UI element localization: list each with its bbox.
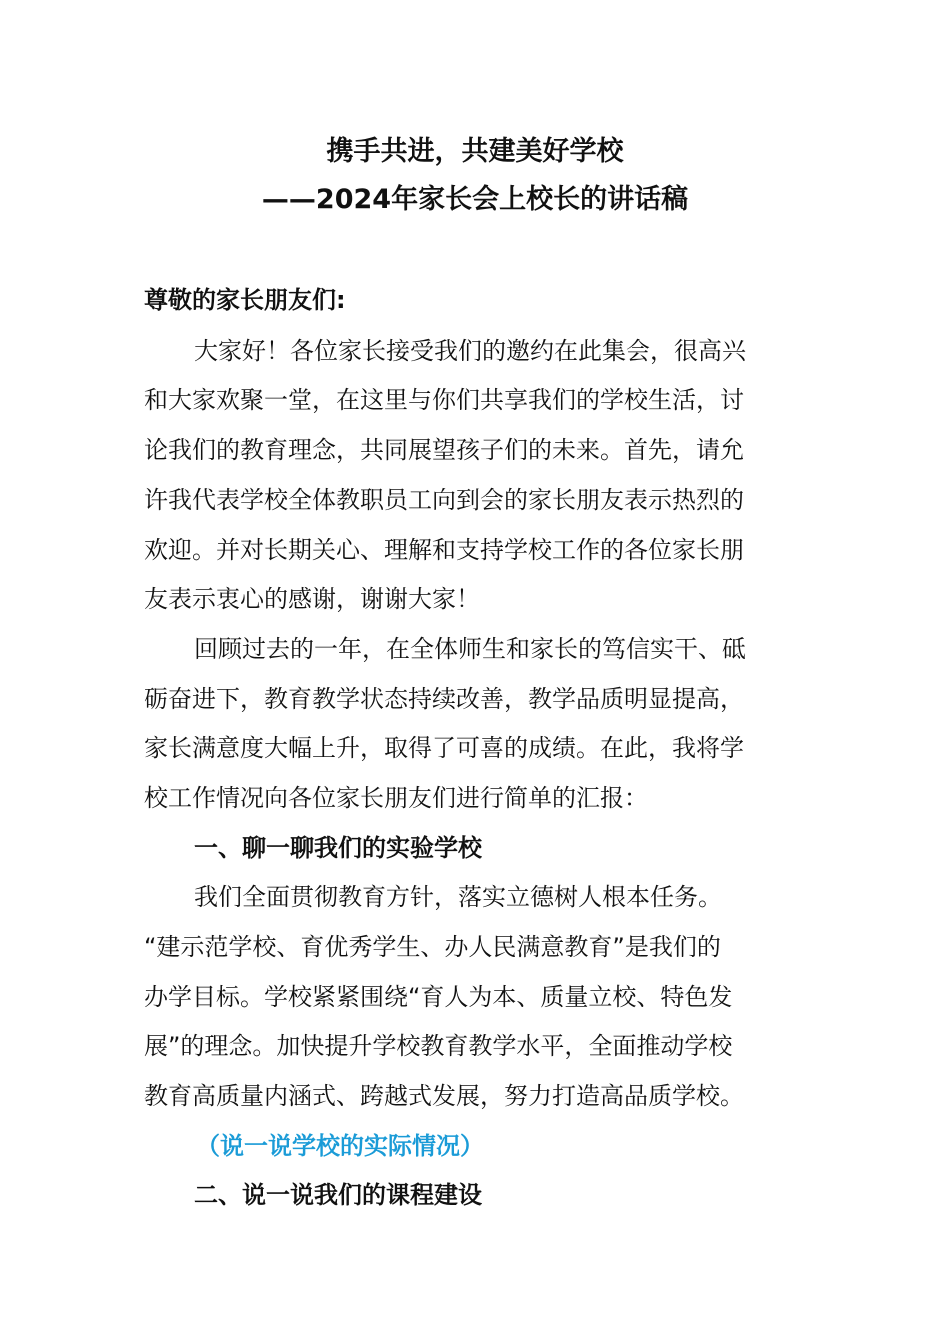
section-heading-2: 二、说一说我们的课程建设 bbox=[194, 1181, 482, 1209]
document-title: 携手共进，共建美好学校 bbox=[326, 136, 624, 167]
paragraph-line: 友表示衷心的感谢，谢谢大家！ bbox=[144, 585, 480, 613]
paragraph-line: 论我们的教育理念，共同展望孩子们的未来。首先，请允 bbox=[144, 436, 744, 464]
paragraph-line: “建示范学校、育优秀学生、办人民满意教育”是我们的 bbox=[144, 933, 721, 961]
paragraph-line: 校工作情况向各位家长朋友们进行简单的汇报： bbox=[144, 784, 648, 812]
paragraph-line: 欢迎。并对长期关心、理解和支持学校工作的各位家长朋 bbox=[144, 536, 744, 564]
paragraph-line: 和大家欢聚一堂，在这里与你们共享我们的学校生活，讨 bbox=[144, 386, 744, 414]
section-heading-1: 一、聊一聊我们的实验学校 bbox=[194, 834, 482, 862]
paragraph-line: 教育高质量内涵式、跨越式发展，努力打造高品质学校。 bbox=[144, 1082, 744, 1110]
paragraph-line: 大家好！各位家长接受我们的邀约在此集会，很高兴 bbox=[194, 337, 746, 365]
paragraph-line: 回顾过去的一年，在全体师生和家长的笃信实干、砥 bbox=[194, 635, 746, 663]
paragraph-line: 家长满意度大幅上升，取得了可喜的成绩。在此，我将学 bbox=[144, 734, 744, 762]
paragraph-line: 许我代表学校全体教职员工向到会的家长朋友表示热烈的 bbox=[144, 486, 744, 514]
document-subtitle: ——2024年家长会上校长的讲话稿 bbox=[261, 184, 689, 215]
salutation: 尊敬的家长朋友们: bbox=[144, 286, 346, 314]
paragraph-line: 办学目标。学校紧紧围绕“育人为本、质量立校、特色发 bbox=[144, 983, 733, 1011]
paragraph-line: 砺奋进下，教育教学状态持续改善，教学品质明显提高， bbox=[144, 685, 744, 713]
paragraph-line: 我们全面贯彻教育方针，落实立德树人根本任务。 bbox=[194, 883, 722, 911]
paragraph-line: 展”的理念。加快提升学校教育教学水平，全面推动学校 bbox=[144, 1032, 733, 1060]
note-text: （说一说学校的实际情况） bbox=[196, 1132, 484, 1160]
